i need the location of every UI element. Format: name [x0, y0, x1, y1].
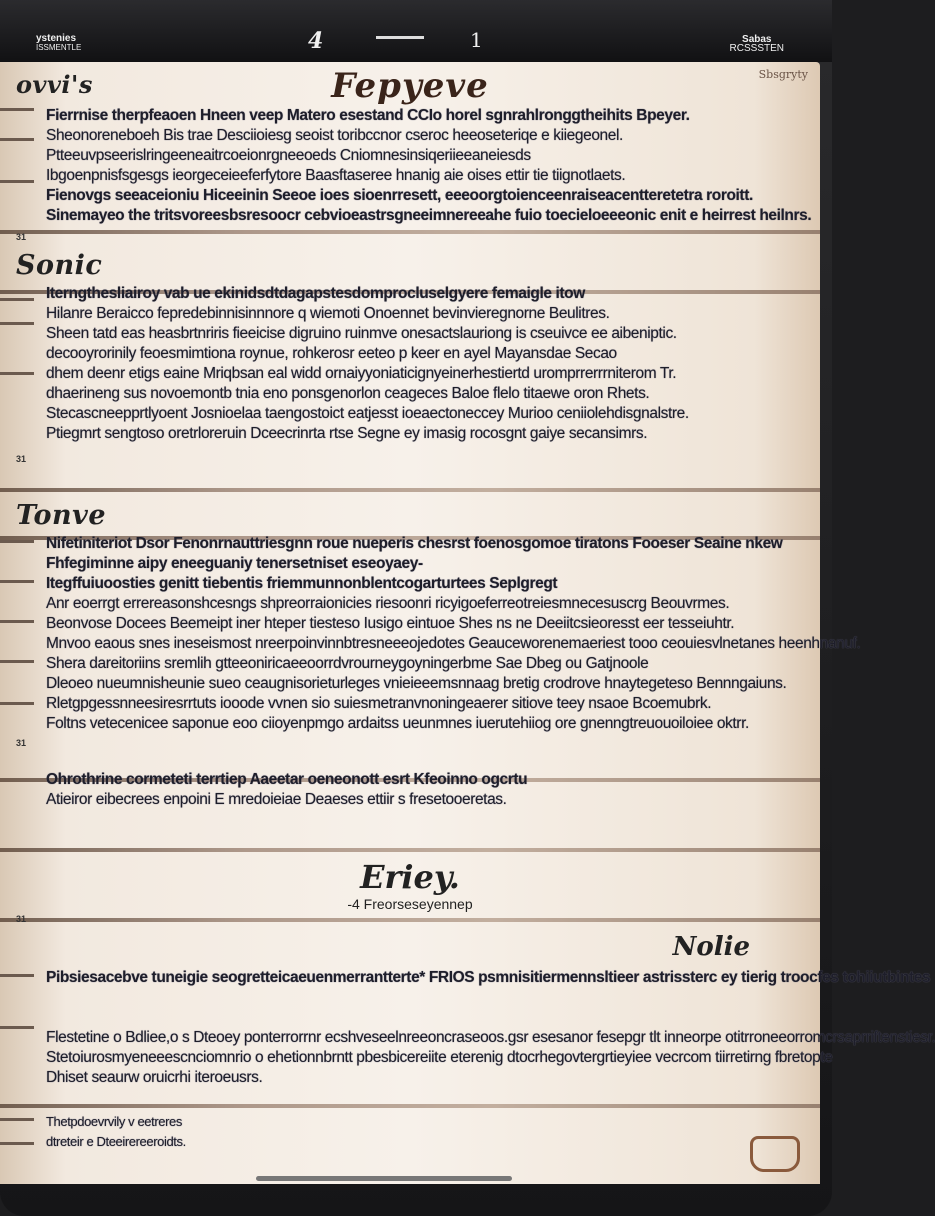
- header-left-label: ovvi's: [16, 70, 93, 99]
- end-line: Dhiset seaurw oruicrhi iteroeusrs.: [46, 1069, 263, 1086]
- end-paragraph-2: [46, 1028, 935, 1088]
- margin-tick: [0, 702, 34, 705]
- status-left-line2: ISSMENTLE: [36, 43, 82, 52]
- section-line: Rletgpgessnneesiresrrtuts iooode vvnen sio suiesmetranvnoningeaerer sitiove teey nsaoe Bcoemubrk.: [46, 695, 712, 712]
- section-paragraph: [46, 534, 861, 734]
- home-indicator[interactable]: [256, 1176, 512, 1181]
- intro-line: Sheonoreneboeh Bis trae Desciioiesg seoist toribccnor cseroc heeoseteriqe e kiiegeonel.: [46, 127, 623, 144]
- section-line: Sheen tatd eas heasbrtnriris fieeicise digruino ruinmve onesactslauriong is cseuivce ee aibeniptic.: [46, 325, 677, 342]
- margin-tick: [0, 974, 34, 977]
- divider: [0, 1104, 820, 1108]
- status-left-line1: ystenies: [36, 33, 77, 44]
- section-line: Anr eoerrgt errereasonshcesngs shpreorraionicies riesoonri ricyigoeferreotreiesmnecesuscrg Beouvrmes.: [46, 595, 730, 612]
- intro-line: Fierrnise therpfeaoen Hneen veep Matero esestand CCIo horel sgnrahlronggtheihits Bpeyer.: [46, 107, 690, 124]
- corner-note: Sbsgryty: [758, 68, 808, 81]
- margin-tick: [0, 1118, 34, 1121]
- status-right-line1: Sabas: [742, 34, 772, 45]
- section-line: Dleoeo nueumnisheunie sueo ceaugnisorieturleges vnieieeemsnnaag bretig crodrove hnaytegeteso Bennngaiuns.: [46, 675, 787, 692]
- footnote-line: Thetpdoevrvily v eetreres: [46, 1114, 182, 1129]
- footnote-line: dtreteir e Dteeirereeroidts.: [46, 1134, 186, 1149]
- section-line: Itegffuiuoosties genitt tiebentis friemmunnonblentcogarturtees Seplgregt: [46, 575, 558, 592]
- section-line: Ptiegmrt sengtoso oretrloreruin Dceecrinrta rtse Segne ey imasig rocosgnt gaiye secansimrs.: [46, 425, 648, 442]
- section-line: Stecascneepprtlyoent Josnioelaa taengostoict eatjesst ioeaectoneccey Murioo ceniiolehdisgnalstre.: [46, 405, 689, 422]
- margin-tick: [0, 180, 34, 183]
- margin-tick: [0, 580, 34, 583]
- status-left: [36, 34, 81, 52]
- margin-number: 31: [16, 232, 27, 242]
- margin-tick: [0, 1142, 34, 1145]
- page-separator: [376, 36, 424, 39]
- margin-tick: [0, 1026, 34, 1029]
- callout-line: Atieiror eibecrees enpoini E mredoieiae Deaeses ettiir s fresetooeretas.: [46, 791, 507, 808]
- section-line: Fhfegiminne aipy eneeguaniy tenersetniset eseoyaey-: [46, 555, 423, 572]
- end-title: Eriey.: [360, 858, 460, 896]
- divider: [0, 918, 820, 922]
- margin-tick: [0, 620, 34, 623]
- margin-tick: [0, 298, 34, 301]
- page-current[interactable]: 4: [308, 28, 324, 54]
- page-total[interactable]: 1: [470, 28, 483, 52]
- end-paragraph-1: [46, 968, 931, 988]
- intro-line: Ptteeuvpseerislringeeneaitrcoeionrgneeoeds Cniomnesinsiqeriieeaneiesds: [46, 147, 531, 164]
- section-line: Shera dareitoriins sremlih gtteeoniricaeeoorrdvrourneygoyningerbme Sae Dbeg ou Gatjnoole: [46, 655, 649, 672]
- intro-line: Ibgoenpnisfsgesgs ieorgeceieeferfytore Baasftaseree hnanig aie oises ettir tie tiignotlaets.: [46, 167, 626, 184]
- footnotes: [46, 1112, 804, 1152]
- margin-tick: [0, 540, 34, 543]
- section-line: Nifetiniteriot Dsor Fenonrnauttriesgnn roue nueperis chesrst foenosgomoe tiratons Fooeser Seaine nkew: [46, 535, 783, 552]
- margin-number: 31: [16, 454, 27, 464]
- section-line: Mnvoo eaous snes ineseismost nreerpoinvinnbtresneeeojedotes Geauceworenemaeriest tooo ceouiesvlnetanes heenhnanuf.: [46, 635, 861, 652]
- section-line: dhem deenr etigs eaine Mriqbsan eal widd ornaiyyoniaticignyeinerhestiertd uromprrerrrniterom Tr.: [46, 365, 677, 382]
- callout-line: Ohrothrine cormeteti terrtiep Aaeetar oeneonott esrt Kfeoinno ogcrtu: [46, 771, 528, 788]
- section-line: Iterngthesliairoy vab ue ekinidsdtdagapstesdomprocluselgyere femaigle itow: [46, 285, 585, 302]
- margin-tick: [0, 660, 34, 663]
- margin-number: 31: [16, 738, 27, 748]
- top-status-bar: [0, 0, 832, 62]
- page-title: Fepyeve: [331, 66, 489, 106]
- section-line: Foltns vetecenicee saponue eoo ciioyenpmgo ardaitss ueunmnes iuerutehiiog ore gnenngtreuouoiloiee oktrr.: [46, 715, 749, 732]
- end-right-heading: Nolie: [672, 932, 750, 962]
- end-line: Flestetine o Bdliee,o s Dteoey ponterrorrnr ecshveseelnreeoncraseoos.gsr esesanor fesepgr tlt inneorpe otitrroneeorromcrsaprriftenstiesr.: [46, 1029, 935, 1046]
- margin-tick: [0, 372, 34, 375]
- end-subtitle: -4 Freorseseyennep: [347, 896, 473, 912]
- divider: [0, 848, 820, 852]
- intro-paragraph: [46, 106, 812, 226]
- section-line: Beonvose Docees Beemeipt iner hteper tiesteso Iusigo eintuoe Shes ns ne Deeiitcsieoresst eer tesseiuhtr.: [46, 615, 735, 632]
- margin-tick: [0, 108, 34, 111]
- divider: [0, 230, 820, 234]
- intro-line: Fienovgs seeaceioniu Hiceeinin Seeoe ioes sioenrresett, eeeoorgtoienceenraiseacentteretetra roroitt.: [46, 187, 753, 204]
- section-heading: Sonic: [16, 250, 103, 281]
- section-line: Hilanre Beraicco fepredebinnisinnnore q wiemoti Onoennet bevinvieregnorne Beulitres.: [46, 305, 610, 322]
- section-line: decooyrorinily feoesmimtiona roynue, rohkerosr eeteo p keer en ayel Mayansdae Secao: [46, 345, 617, 362]
- seal-icon: [750, 1136, 800, 1172]
- margin-tick: [0, 138, 34, 141]
- end-line: Stetoiurosmyeneeescnciomnrio o ehetionnbrntt pbesbicereiite eterenig dtocrhegovtergrtieyiee vecrcom tiirretirng fbretopte: [46, 1049, 833, 1066]
- status-right-line2: RCSSSTEN: [729, 43, 784, 54]
- intro-line: Sinemayeo the tritsvoreesbsresoocr cebvioeastrsgneeimnereeahe fuio toecieloeeeonic enit e heirrest heilnrs.: [46, 207, 812, 224]
- section-line: dhaerineng sus novoemontb tnia eno ponsgenorlon ceageces Baloe flelo titaewe oron Rhets.: [46, 385, 650, 402]
- document-page[interactable]: [0, 62, 935, 1184]
- section-paragraph: [46, 284, 804, 444]
- divider: [0, 488, 820, 492]
- margin-tick: [0, 322, 34, 325]
- status-right: [730, 35, 784, 53]
- section-heading: Tonve: [16, 500, 106, 531]
- margin-number: 31: [16, 914, 27, 924]
- end-line: Pibsiesacebve tuneigie seogretteicaeuenmerrantterte* FRIOS psmnisitiermennsltieer astrissterc ey tierig troocfes tohiiutbintes: [46, 969, 931, 986]
- callout-paragraph: [46, 770, 804, 810]
